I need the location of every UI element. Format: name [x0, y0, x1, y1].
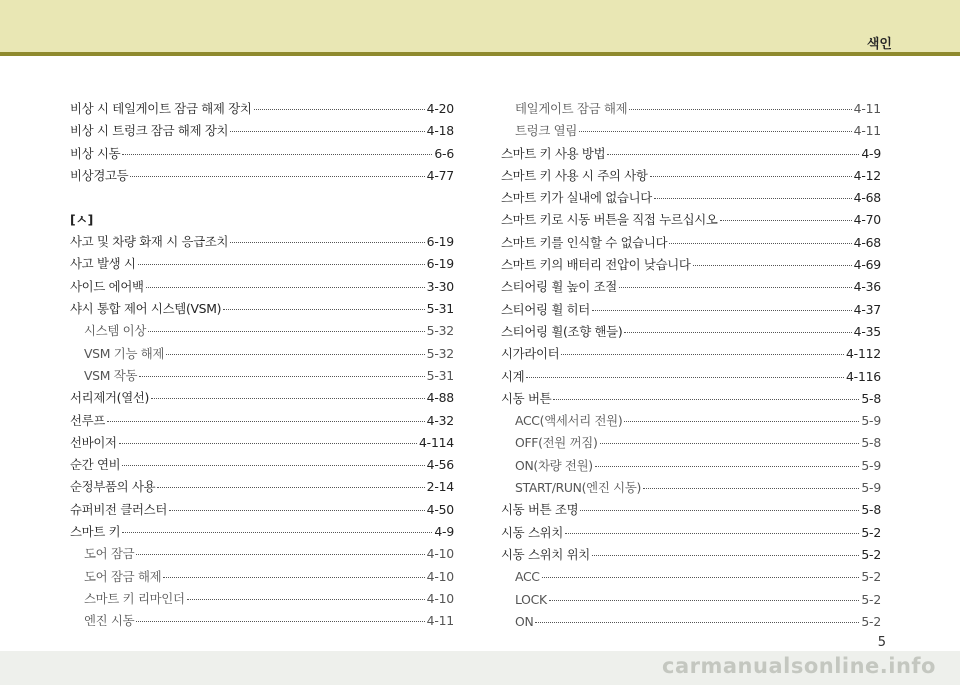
- dot-leader: [643, 487, 859, 489]
- entry-page-ref: 5-9: [861, 480, 881, 496]
- dot-leader: [580, 509, 859, 511]
- entry-page-ref: 4-114: [418, 434, 454, 450]
- index-group: [70, 98, 454, 187]
- index-subentry: [501, 611, 881, 633]
- entry-text: 스티어링 휠 히터: [501, 301, 590, 317]
- entry-text: OFF(전원 꺼짐): [515, 435, 598, 451]
- entry-page-ref: 4-18: [426, 123, 454, 139]
- entry-page-ref: 4-10: [426, 590, 454, 606]
- index-subentry: [501, 410, 881, 432]
- dot-leader: [169, 509, 425, 511]
- index-subentry: [501, 120, 881, 142]
- entry-page-ref: 4-20: [426, 101, 454, 116]
- entry-page-ref: 4-11: [853, 101, 881, 116]
- index-entry: [501, 232, 881, 254]
- index-entry: [501, 165, 881, 187]
- entry-text: 사고 및 차량 화재 시 응급조치: [70, 234, 229, 250]
- entry-text: 선루프: [70, 412, 106, 428]
- dot-leader: [654, 197, 852, 199]
- right-index-column: [501, 98, 881, 633]
- index-subentry: [70, 365, 454, 387]
- entry-page-ref: 5-8: [861, 502, 881, 518]
- entry-page-ref: 4-77: [426, 167, 454, 183]
- dot-leader: [138, 263, 425, 265]
- dot-leader: [122, 531, 432, 533]
- dot-leader: [122, 464, 424, 466]
- entry-page-ref: 5-2: [861, 546, 881, 562]
- dot-leader: [230, 241, 424, 243]
- index-entry: [501, 143, 881, 165]
- entry-page-ref: 5-2: [861, 569, 881, 585]
- entry-text: 시동 버튼: [501, 390, 552, 406]
- entry-text: 순정부품의 사용: [70, 479, 156, 495]
- dot-leader: [629, 108, 851, 110]
- entry-page-ref: 4-11: [853, 123, 881, 139]
- entry-page-ref: 4-32: [426, 412, 454, 428]
- entry-text: 스마트 키의 배터리 전압이 낮습니다: [501, 257, 691, 273]
- index-entry: [70, 432, 454, 454]
- entry-page-ref: 4-37: [853, 301, 881, 317]
- index-entry: [70, 476, 454, 498]
- entry-text: 비상 시동: [70, 145, 121, 161]
- entry-text: VSM 작동: [84, 367, 138, 383]
- entry-page-ref: 4-9: [861, 145, 881, 161]
- dot-leader: [535, 621, 859, 623]
- entry-page-ref: 4-36: [853, 279, 881, 295]
- page-title: 색인: [866, 37, 892, 52]
- index-entry: [70, 231, 454, 253]
- dot-leader: [130, 175, 424, 177]
- entry-page-ref: 5-31: [426, 301, 454, 317]
- entry-text: 스티어링 휠(조향 핸들): [501, 323, 623, 339]
- entry-page-ref: 4-10: [426, 546, 454, 562]
- entry-text: 스티어링 휠 높이 조절: [501, 279, 617, 295]
- entry-page-ref: 5-9: [861, 457, 881, 473]
- entry-page-ref: 4-9: [434, 524, 454, 540]
- index-entry: [70, 98, 454, 120]
- index-entry: [70, 387, 454, 409]
- entry-text: ON(차량 전원): [515, 457, 593, 473]
- section-spacer: [70, 187, 454, 209]
- entry-text: VSM 기능 해제: [84, 345, 165, 361]
- dot-leader: [254, 108, 425, 110]
- dot-leader: [693, 264, 852, 266]
- index-entry: [70, 165, 454, 187]
- dot-leader: [624, 420, 859, 422]
- index-entry: [501, 522, 881, 544]
- dot-leader: [136, 620, 424, 622]
- dot-leader: [146, 286, 425, 288]
- entry-text: 시계: [501, 368, 525, 384]
- dot-leader: [565, 532, 859, 534]
- dot-leader: [669, 242, 851, 244]
- index-entry: [501, 366, 881, 388]
- entry-page-ref: 4-35: [853, 323, 881, 339]
- dot-leader: [107, 420, 425, 422]
- dot-leader: [561, 353, 844, 355]
- entry-text: ON: [515, 613, 534, 629]
- index-group: [70, 231, 454, 632]
- index-entry: [70, 253, 454, 275]
- index-group: [501, 98, 881, 633]
- index-subentry: [501, 432, 881, 454]
- index-subentry: [501, 455, 881, 477]
- dot-leader: [151, 397, 425, 399]
- entry-text: 사이드 에어백: [70, 278, 144, 294]
- dot-leader: [650, 175, 852, 177]
- entry-page-ref: 5-9: [861, 413, 881, 429]
- entry-text: 샤시 통합 제어 시스템(VSM): [70, 301, 222, 317]
- dot-leader: [592, 309, 852, 311]
- entry-text: 도어 잠금: [84, 546, 135, 562]
- index-entry: [70, 143, 454, 165]
- entry-text: ACC: [515, 569, 540, 585]
- entry-page-ref: 4-12: [853, 167, 881, 183]
- index-entry: [501, 544, 881, 566]
- dot-leader: [542, 576, 860, 578]
- entry-page-ref: 5-31: [426, 367, 454, 383]
- entry-text: 서리제거(열선): [70, 390, 150, 406]
- dot-leader: [139, 375, 425, 377]
- entry-page-ref: 5-8: [861, 435, 881, 451]
- dot-leader: [187, 598, 425, 600]
- watermark-text: carmanualsonline.info: [662, 654, 936, 678]
- entry-page-ref: 5-2: [861, 591, 881, 607]
- dot-leader: [720, 219, 852, 221]
- dot-leader: [163, 576, 424, 578]
- entry-text: 슈퍼비전 클러스터: [70, 501, 167, 517]
- entry-text: 비상 시 트렁크 잠금 해제 장치: [70, 123, 229, 139]
- dot-leader: [624, 331, 851, 333]
- entry-text: 스마트 키가 실내에 없습니다: [501, 190, 652, 206]
- index-entry: [70, 410, 454, 432]
- entry-text: 사고 발생 시: [70, 256, 136, 272]
- index-subentry: [501, 589, 881, 611]
- entry-page-ref: 4-116: [845, 368, 881, 384]
- index-subentry: [70, 610, 454, 632]
- page-header: [0, 0, 960, 52]
- section-heading: [ㅅ]: [70, 212, 94, 228]
- index-entry: [70, 521, 454, 543]
- index-entry: [501, 254, 881, 276]
- dot-leader: [549, 599, 860, 601]
- entry-text: 스마트 키: [70, 524, 121, 540]
- entry-text: 선바이저: [70, 434, 117, 450]
- entry-text: LOCK: [515, 591, 547, 607]
- index-entry: [501, 388, 881, 410]
- page-number: 5: [877, 635, 886, 650]
- entry-text: 스마트 키 리마인더: [84, 590, 185, 606]
- watermark-bar: [0, 651, 960, 685]
- entry-page-ref: 6-19: [426, 234, 454, 250]
- entry-page-ref: 4-69: [853, 257, 881, 273]
- entry-text: 비상 시 테일게이트 잠금 해제 장치: [70, 101, 252, 116]
- entry-text: 트렁크 열림: [515, 123, 577, 139]
- index-entry: [70, 454, 454, 476]
- entry-text: START/RUN(엔진 시동): [515, 480, 642, 496]
- index-subentry: [70, 588, 454, 610]
- dot-leader: [592, 554, 859, 556]
- index-entry: [70, 499, 454, 521]
- entry-text: 비상경고등: [70, 167, 129, 183]
- header-divider: [0, 52, 960, 56]
- entry-text: ACC(액세서리 전원): [515, 413, 623, 429]
- dot-leader: [148, 330, 425, 332]
- entry-text: 시스템 이상: [84, 323, 146, 339]
- entry-page-ref: 4-68: [853, 234, 881, 250]
- entry-page-ref: 4-88: [426, 390, 454, 406]
- entry-text: 스마트 키를 인식할 수 없습니다: [501, 234, 668, 250]
- dot-leader: [122, 153, 432, 155]
- entry-text: 시동 스위치 위치: [501, 546, 590, 562]
- dot-leader: [553, 398, 859, 400]
- entry-page-ref: 5-32: [426, 345, 454, 361]
- left-index-column: [70, 98, 454, 633]
- entry-page-ref: 4-10: [426, 568, 454, 584]
- dot-leader: [595, 465, 860, 467]
- index-entry: [501, 343, 881, 365]
- dot-leader: [119, 442, 417, 444]
- index-subentry: [70, 320, 454, 342]
- index-subentry: [501, 566, 881, 588]
- dot-leader: [223, 308, 425, 310]
- dot-leader: [166, 353, 425, 355]
- index-subentry: [501, 477, 881, 499]
- entry-text: 스마트 키로 시동 버튼을 직접 누르십시오: [501, 212, 718, 228]
- dot-leader: [579, 130, 852, 132]
- index-entry: [501, 209, 881, 231]
- entry-page-ref: 4-112: [845, 346, 881, 362]
- entry-text: 도어 잠금 해제: [84, 568, 162, 584]
- index-entry: [70, 120, 454, 142]
- index-entry: [70, 276, 454, 298]
- entry-page-ref: 4-68: [853, 190, 881, 206]
- index-entry: [501, 187, 881, 209]
- entry-text: 스마트 키 사용 방법: [501, 145, 606, 161]
- index-subentry: [70, 343, 454, 365]
- index-subentry: [70, 543, 454, 565]
- entry-page-ref: 4-11: [426, 613, 454, 629]
- entry-page-ref: 4-70: [853, 212, 881, 228]
- dot-leader: [136, 553, 424, 555]
- entry-page-ref: 6-19: [426, 256, 454, 272]
- entry-page-ref: 2-14: [426, 479, 454, 495]
- dot-leader: [619, 286, 852, 288]
- entry-page-ref: 5-2: [861, 524, 881, 540]
- entry-page-ref: 5-8: [861, 390, 881, 406]
- entry-text: 시가라이터: [501, 346, 560, 362]
- index-subentry: [70, 566, 454, 588]
- entry-text: 엔진 시동: [84, 613, 135, 629]
- dot-leader: [607, 153, 859, 155]
- entry-page-ref: 4-56: [426, 457, 454, 473]
- entry-text: 테일게이트 잠금 해제: [515, 101, 628, 116]
- index-entry: [501, 299, 881, 321]
- dot-leader: [157, 486, 424, 488]
- entry-text: 순간 연비: [70, 457, 121, 473]
- index-entry: [501, 276, 881, 298]
- index-subentry: [501, 98, 881, 120]
- dot-leader: [600, 442, 860, 444]
- index-entry: [70, 298, 454, 320]
- dot-leader: [526, 376, 844, 378]
- entry-page-ref: 5-2: [861, 613, 881, 629]
- index-entry: [501, 321, 881, 343]
- entry-text: 시동 버튼 조명: [501, 502, 579, 518]
- entry-page-ref: 3-30: [426, 278, 454, 294]
- dot-leader: [230, 130, 424, 132]
- entry-page-ref: 6-6: [434, 145, 454, 161]
- entry-page-ref: 4-50: [426, 501, 454, 517]
- entry-text: 스마트 키 사용 시 주의 사항: [501, 167, 648, 183]
- index-entry: [501, 499, 881, 521]
- entry-text: 시동 스위치: [501, 524, 563, 540]
- entry-page-ref: 5-32: [426, 323, 454, 339]
